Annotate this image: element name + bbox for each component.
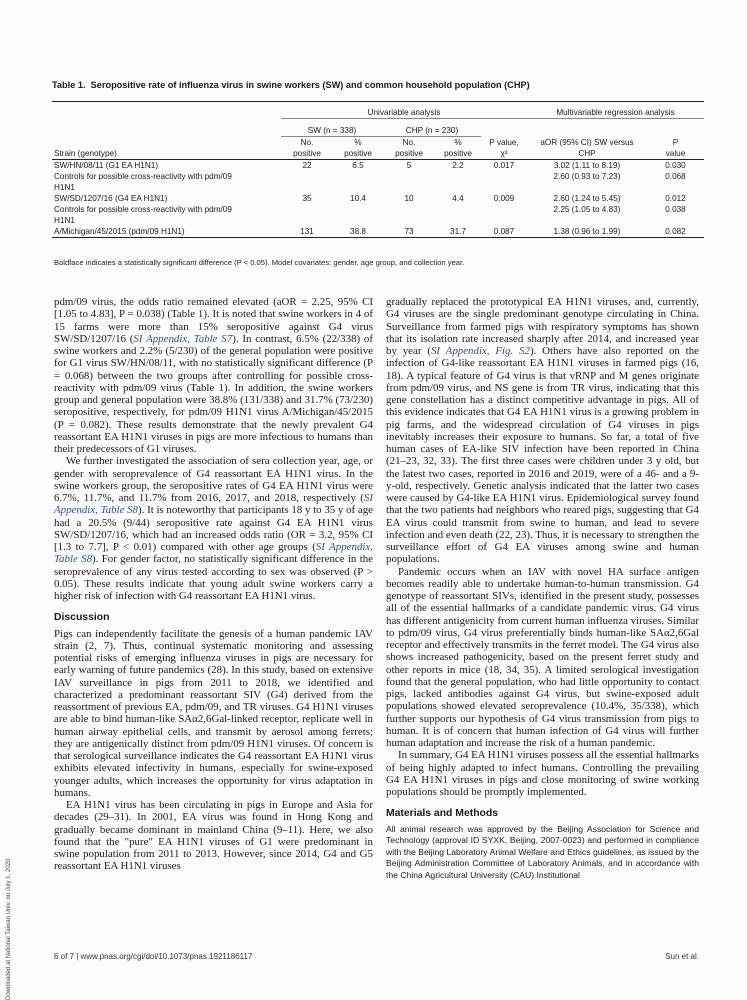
- right-paragraph-4: All animal research was approved by the Beijing Association for Science and Technology (approval ID SYXK, Beijing, 2007-0023) and performed in compliance with the Beijing Laboratory Animal Welfare and Ethics guidelines, as issued by the Beijing Administration Committee of Laboratory Animals, and in accordance with the China Agricultural University (CAU) Institutional: [386, 823, 699, 880]
- table-cell-sw-pct: [333, 204, 383, 215]
- table-caption-label: Table 1.: [52, 80, 86, 90]
- right-column: [386, 296, 699, 881]
- right-paragraph-1: gradually replaced the prototypical EA H1N1 viruses, and, currently, G4 viruses are the single predominant genotype circulating in China. Surveillance from farmed pigs with respiratory symptoms has shown that its isolation rate increased sharply after 2014, and increased year by year (SI Appendix, Fig. S2). Others have also reported on the infection of G4-like reassortant EA H1N1 viruses in farmed pigs (16, 18). A typical feature of G4 virus is that vRNP and M genes originate from pdm/09 virus, and NS gene is from TR virus, indicating that this gene constellation has a distinct competitive advantage in pigs. All of this evidence indicates that G4 EA H1N1 virus is a growing problem in pig farms, and the widespread circulation of G4 viruses in pigs inevitably increases their exposure to humans. So far, a total of five human cases of EA-like SIV infection have been reported in China (21–23, 32, 33). The first three cases were children under 3 y old, but the latest two cases, reported in 2016 and 2019, were of a 46- and a 9-y-old, respectively. Genetic analysis indicated that the latter two cases were caused by G4-like EA H1N1 virus. Epidemiological survey found that the two patients had neighbors who reared pigs, suggesting that G4 EA virus could transmit from swine to human, and lead to severe infection and even death (22, 23). Thus, it is necessary to strengthen the surveillance effort of G4 EA viruses among swine and human populations.: [386, 296, 699, 566]
- table-cell-chp-no: 73: [383, 226, 435, 238]
- table-cell-chp-pct: 4.4: [452, 194, 464, 203]
- table-caption: [52, 80, 702, 90]
- table-cell-p-chi: [481, 215, 527, 226]
- table-cell-sw-pct: 6.5: [352, 161, 364, 170]
- table-cell-strain: Controls for possible cross-reactivity with pdm/09: [54, 205, 232, 214]
- seroprevalence-table: [52, 101, 704, 238]
- left-paragraph-1: pdm/09 virus, the odds ratio remained elevated (aOR = 2.25, 95% CI [1.05 to 4.83], P = 0.038) (Table 1). It is noted that swine workers in 4 of 15 farms were more than 15% seropositive against G4 virus SW/SD/1207/16 (SI Appendix, Table S7). In contrast, 6.5% (22/338) of swine workers and 2.2% (5/230) of the general population were positive for G1 virus SW/HN/08/11, with no statistically significant difference (P = 0.068) between the two groups after controlling for possible cross-reactivity with pdm/09 virus (Table 1). In addition, the swine workers group and general population were 38.8% (131/338) and 31.7% (73/230) seropositive, respectively, for pdm/09 H1N1 virus A/Michigan/45/2015 (P = 0.082). These results demonstrate that the newly prevalent G4 reassortant EA H1N1 viruses in pigs are more infectious to humans than their predecessors of G1 viruses.: [54, 296, 374, 455]
- header-univariable: Univariable analysis: [281, 102, 527, 119]
- table-cell-p-chi: [481, 182, 527, 193]
- table-cell-p-chi: [481, 204, 527, 215]
- header-pct-chp: %: [454, 138, 462, 147]
- table-cell-strain: Controls for possible cross-reactivity with pdm/09: [54, 172, 232, 181]
- table-cell-chp-no: 10: [404, 194, 414, 203]
- page-footer: [54, 952, 699, 961]
- table-cell-chp-pct: [435, 171, 481, 182]
- table-cell-chp-pct: 2.2: [452, 161, 464, 170]
- table-row: [52, 160, 704, 172]
- footer-left: 6 of 7 | www.pnas.org/cgi/doi/10.1073/pnas.1921186117: [54, 952, 253, 961]
- table-cell-chp-no: [383, 182, 435, 193]
- right-paragraph-3: In summary, G4 EA H1N1 viruses possess all the essential hallmarks of being highly adapted to infect humans. Controlling the prevailing G4 EA H1N1 viruses in pigs and close monitoring of swine working populations should be promptly implemented.: [386, 749, 699, 798]
- table-cell-p: [647, 215, 704, 226]
- header-aor: aOR (95% CI) SW versus: [540, 138, 634, 147]
- right-paragraph-2: Pandemic occurs when an IAV with novel HA surface antigen becomes readily able to undertake human-to-human transmission. G4 genotype of reassortant SIVs, identified in the present study, possesses all of the essential hallmarks of a candidate pandemic virus. G4 virus has different antigenicity from current human influenza viruses. Similar to pdm/09 virus, G4 virus preferentially binds human-like SAα2,6Gal receptor and effectively transmits in the ferret model. The G4 virus also shows increased pathogenicity, based on the present ferret study and other reports in mice (18, 34, 35). A limited serological investigation found that the general population, who had little opportunity to contact pigs, lacked antibodies against G4 virus, but swine-exposed adult populations showed elevated seroprevalence (10.4%, 35/338), which further supports our hypothesis of G4 virus transmission from pigs to human. It is of concern that human infection of G4 virus will further human adaptation and increase the risk of a human pandemic.: [386, 565, 699, 749]
- header-value: value: [647, 148, 704, 160]
- table-cell-aor: 2.60 (1.24 to 5.45): [553, 194, 621, 203]
- header-p: P: [672, 138, 679, 147]
- table-cell-p-chi: 0.017: [493, 161, 515, 170]
- table-cell-p: 0.068: [665, 172, 686, 181]
- table-cell-p: 0.012: [665, 194, 686, 203]
- table-cell-chp-no: [383, 204, 435, 215]
- table-cell-p-chi: 0.087: [481, 226, 527, 238]
- table-row: [52, 215, 704, 226]
- table-row: [52, 226, 704, 238]
- table-cell-strain: SW/SD/1207/16 (G4 EA H1N1): [54, 194, 168, 203]
- table-cell-aor: 3.02 (1.11 to 8.19): [553, 161, 621, 170]
- table-cell-chp-pct: 31.7: [435, 226, 481, 238]
- table-cell-sw-no: 22: [302, 161, 312, 170]
- table-cell-sw-pct: [333, 215, 383, 226]
- header-aor-chp: CHP: [527, 148, 647, 160]
- si-link-fig-s2[interactable]: SI Appendix, Fig. S2: [430, 345, 530, 357]
- table-cell-aor: 2.60 (0.93 to 7.23): [553, 172, 621, 181]
- header-no-sw: No.: [300, 138, 314, 147]
- left-paragraph-2: We further investigated the association of sera collection year, age, or gender with seroprevalence of G4 reassortant EA H1N1 virus. In the swine workers group, the seropositive rates of G4 EA H1N1 virus were 6.7%, 11.7%, and 11.7% from 2016, 2017, and 2018, respectively (SI Appendix, Table S8). It is noteworthy that participants 18 y to 35 y of age had a 20.5% (9/44) seropositive rate against G4 EA H1N1 virus SW/SD/1207/16, which had an increased odds ratio (OR = 3.2, 95% CI [1.3 to 7.7], P < 0.01) compared with other age groups (SI Appendix, Table S8). For gender factor, no statistically significant difference in the seroprevalence of any virus tested according to sex was observed (P > 0.05). These results indicate that young adult swine workers carry a higher risk of infection with G4 reassortant EA H1N1 virus.: [54, 455, 374, 602]
- table-cell-chp-no: [383, 215, 435, 226]
- table-cell-chp-no: [383, 171, 435, 182]
- left-paragraph-4: EA H1N1 virus has been circulating in pigs in Europe and Asia for decades (29–31). In 2001, EA virus was found in Hong Kong and gradually became dominant in mainland China (9–11). Here, we also found that the "pure" EA H1N1 viruses of G1 were predominant in swine population from 2011 to 2013. However, since 2014, G4 and G5 reassortant EA H1N1 viruses: [54, 799, 373, 873]
- left-paragraph-3: Pigs can independently facilitate the genesis of a human pandemic IAV strain (2, 7). Thus, continual systematic monitoring and assessing potential risks of emerging influenza viruses in pigs are necessary for early warning of future pandemics (28). In this study, based on extensive IAV surveillance in pigs from 2011 to 2018, we identified and characterized a predominant reassortant SIV (G4) derived from the reassortment of previous EA, pdm/09, and TR viruses. G4 H1N1 viruses are able to bind human-like SAα2,6Gal-linked receptor, replicate well in human airway epithelial cells, and transmit by aerosol among ferrets; they are antigenically distinct from pdm/09 H1N1 viruses. Of concern is that serological surveillance indicates the G4 reassortant EA H1N1 virus exhibits elevated infectivity in humans, especially for swine-exposed younger adults, which increases the opportunity for virus adaptation in humans.: [54, 627, 373, 799]
- table-cell-aor: 2.25 (1.05 to 4.83): [553, 205, 621, 214]
- table-cell-sw-no: [281, 182, 333, 193]
- si-link-table-s7[interactable]: SI Appendix, Table S7: [133, 332, 233, 345]
- header-chi: χ²: [481, 148, 527, 160]
- table-row: [52, 204, 704, 215]
- table-cell-aor: 1.38 (0.96 to 1.99): [527, 226, 647, 238]
- table-row: [52, 193, 704, 204]
- table-row: [52, 182, 704, 193]
- table-cell-aor: [527, 182, 647, 193]
- table-cell-sw-pct: 38.8: [333, 226, 383, 238]
- table-cell-p-chi: 0.009: [493, 194, 515, 203]
- header-no-chp: No.: [402, 138, 416, 147]
- si-link-table-s8[interactable]: SI Appendix, Table S8: [54, 492, 373, 517]
- header-pvalue: P value,: [489, 138, 519, 147]
- header-positive-pct-sw: positive: [333, 148, 383, 160]
- discussion-heading: Discussion: [54, 612, 110, 624]
- header-positive-chp: positive: [383, 148, 435, 160]
- table-cell-chp-no: 5: [406, 161, 412, 170]
- table-cell-sw-no: [281, 215, 333, 226]
- table-caption-text: Seropositive rate of influenza virus in swine workers (SW) and common household population (CHP): [90, 80, 530, 90]
- table-cell-sw-pct: [333, 182, 383, 193]
- header-positive-pct-chp: positive: [435, 148, 481, 160]
- header-pct-sw: %: [354, 138, 362, 147]
- table-cell-sw-no: [281, 171, 333, 182]
- header-sw: SW (n = 338): [281, 119, 383, 137]
- table-cell-sw-no: [281, 204, 333, 215]
- header-strain: Strain (genotype): [52, 148, 281, 160]
- table-body: [52, 160, 704, 238]
- table-cell-sw-pct: 10.4: [350, 194, 366, 203]
- table-cell-sw-no: 35: [302, 194, 312, 203]
- header-chp: CHP (n = 230): [383, 119, 481, 137]
- table-cell-p-chi: [481, 171, 527, 182]
- left-column: [54, 296, 373, 873]
- header-positive-sw: positive: [281, 148, 333, 160]
- table-cell-chp-pct: [435, 182, 481, 193]
- header-multivariable: Multivariable regression analysis: [527, 102, 704, 119]
- table-cell-chp-pct: [435, 204, 481, 215]
- si-link-table-s8-b[interactable]: SI Appendix, Table S8: [54, 541, 373, 566]
- table-cell-aor: [527, 215, 647, 226]
- methods-heading: Materials and Methods: [386, 808, 499, 820]
- table-cell-strain: SW/HN/08/11 (G1 EA H1N1): [54, 161, 159, 170]
- download-watermark: Downloaded at National Taiwan Univ. on July 1, 2020: [6, 858, 12, 1000]
- table-cell-strain: A/Michigan/45/2015 (pdm/09 H1N1): [52, 226, 281, 238]
- table-cell-p: [647, 182, 704, 193]
- footer-authors: Sun et al.: [665, 952, 699, 961]
- table-cell-p: 0.030: [665, 161, 686, 170]
- table-cell-strain: H1N1: [54, 216, 75, 225]
- table-cell-strain: H1N1: [54, 183, 75, 192]
- table-cell-p: 0.038: [665, 205, 686, 214]
- table-cell-sw-pct: [333, 171, 383, 182]
- table-footnote: Boldface indicates a statistically significant difference (P < 0.05). Model covariates: gender, age group, and collection year.: [54, 258, 465, 267]
- table-row: [52, 171, 704, 182]
- table-cell-sw-no: 131: [281, 226, 333, 238]
- table-cell-p: 0.082: [647, 226, 704, 238]
- table-cell-chp-pct: [435, 215, 481, 226]
